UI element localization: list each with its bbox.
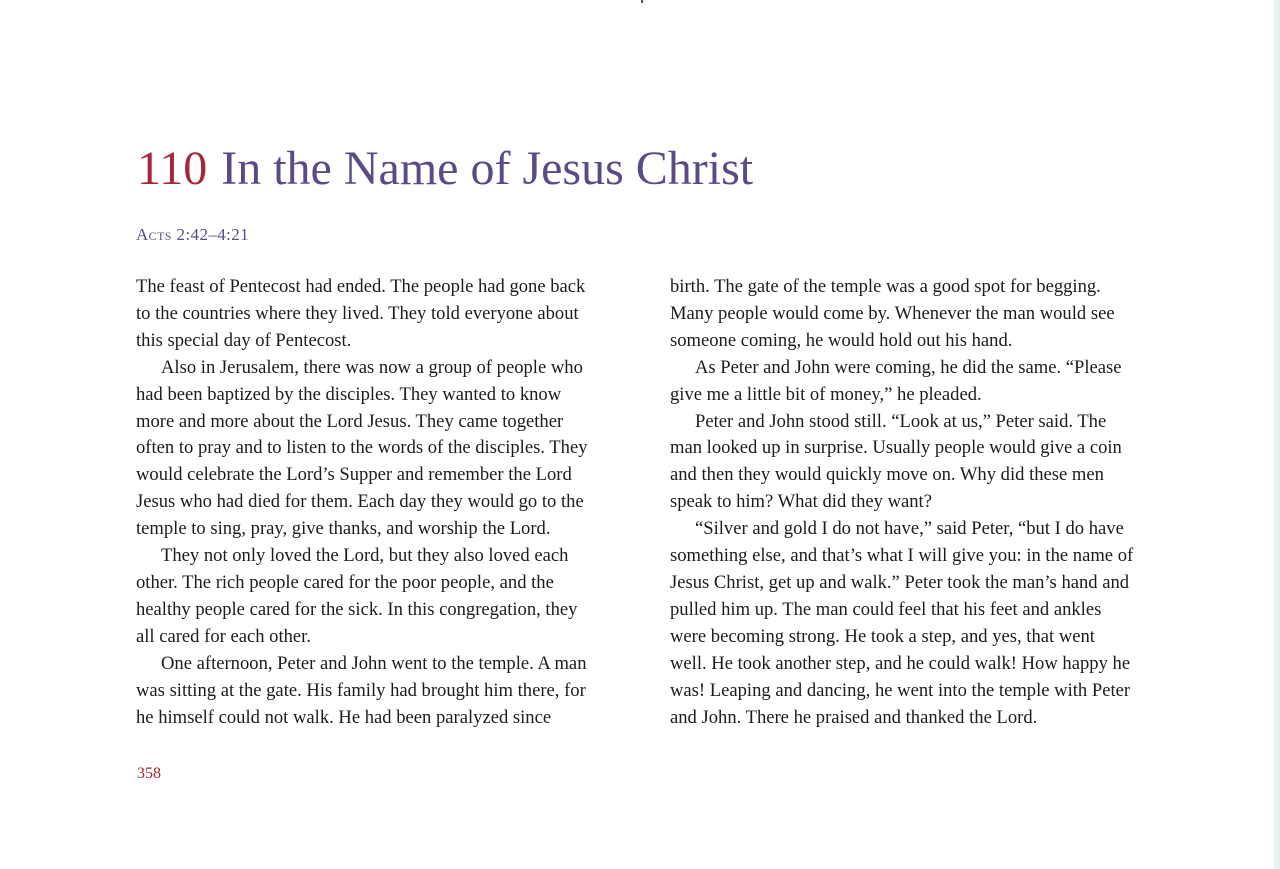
text-line: he himself could not walk. He had been paralyzed since [136,706,552,728]
text-line: Many people would come by. Whenever the man would see [670,302,1115,324]
scripture-reference: Acts 2:42–4:21 [136,225,250,244]
page-number: 358 [137,765,161,782]
text-line: all cared for each other. [136,625,311,647]
text-line: “Silver and gold I do not have,” said Peter, “but I do have [695,518,1124,540]
text-line: to the countries where they lived. They told everyone about [136,302,579,324]
text-line: was! Leaping and dancing, he went into the temple with Peter [670,679,1131,701]
text-line: They not only loved the Lord, but they also loved each [161,545,569,567]
text-line: Jesus Christ, get up and walk.” Peter took the man’s hand and [670,571,1130,593]
text-line: and then they would quickly move on. Why did these men [670,464,1104,486]
page-edge [1274,0,1280,869]
text-line: One afternoon, Peter and John went to the temple. A man [161,652,587,674]
chapter-number: 110 [137,142,208,195]
text-line: As Peter and John were coming, he did the same. “Please [695,356,1122,378]
text-line: was sitting at the gate. His family had brought him there, for [136,679,586,701]
text-line: birth. The gate of the temple was a good spot for begging. [670,276,1101,297]
text-column-left [136,274,648,731]
chapter-title: In the Name of Jesus Christ [221,142,754,195]
text-line: someone coming, he would hold out his hand. [670,329,1013,351]
text-line: something else, and that’s what I will give you: in the name of [670,545,1134,567]
text-line: healthy people cared for the sick. In this congregation, they [136,598,578,620]
text-line: Also in Jerusalem, there was now a group of people who [161,356,583,378]
text-line: were becoming strong. He took a step, and yes, that went [670,625,1095,647]
chapter-heading [137,141,753,197]
text-line: this special day of Pentecost. [136,329,352,351]
text-line: Jesus who had died for them. Each day they would go to the [136,491,584,513]
text-line: The feast of Pentecost had ended. The people had gone back [136,276,586,297]
text-line: and John. There he praised and thanked the Lord. [670,706,1038,728]
text-line: give me a little bit of money,” he pleaded. [670,383,982,405]
top-edge-mark [641,0,643,3]
text-line: pulled him up. The man could feel that his feet and ankles [670,598,1102,620]
text-line: would celebrate the Lord’s Supper and remember the Lord [136,464,572,486]
text-line: temple to sing, pray, give thanks, and worship the Lord. [136,518,551,540]
text-line: man looked up in surprise. Usually people would give a coin [670,437,1122,459]
text-line: Peter and John stood still. “Look at us,” Peter said. The [695,410,1107,432]
text-line: more and more about the Lord Jesus. They came together [136,410,564,432]
text-line: had been baptized by the disciples. They wanted to know [136,383,562,405]
text-column-right [670,274,1190,731]
text-line: speak to him? What did they want? [670,491,932,513]
text-line: often to pray and to listen to the words of the disciples. They [136,437,588,459]
text-line: other. The rich people cared for the poor people, and the [136,571,554,593]
text-line: well. He took another step, and he could walk! How happy he [670,652,1131,674]
